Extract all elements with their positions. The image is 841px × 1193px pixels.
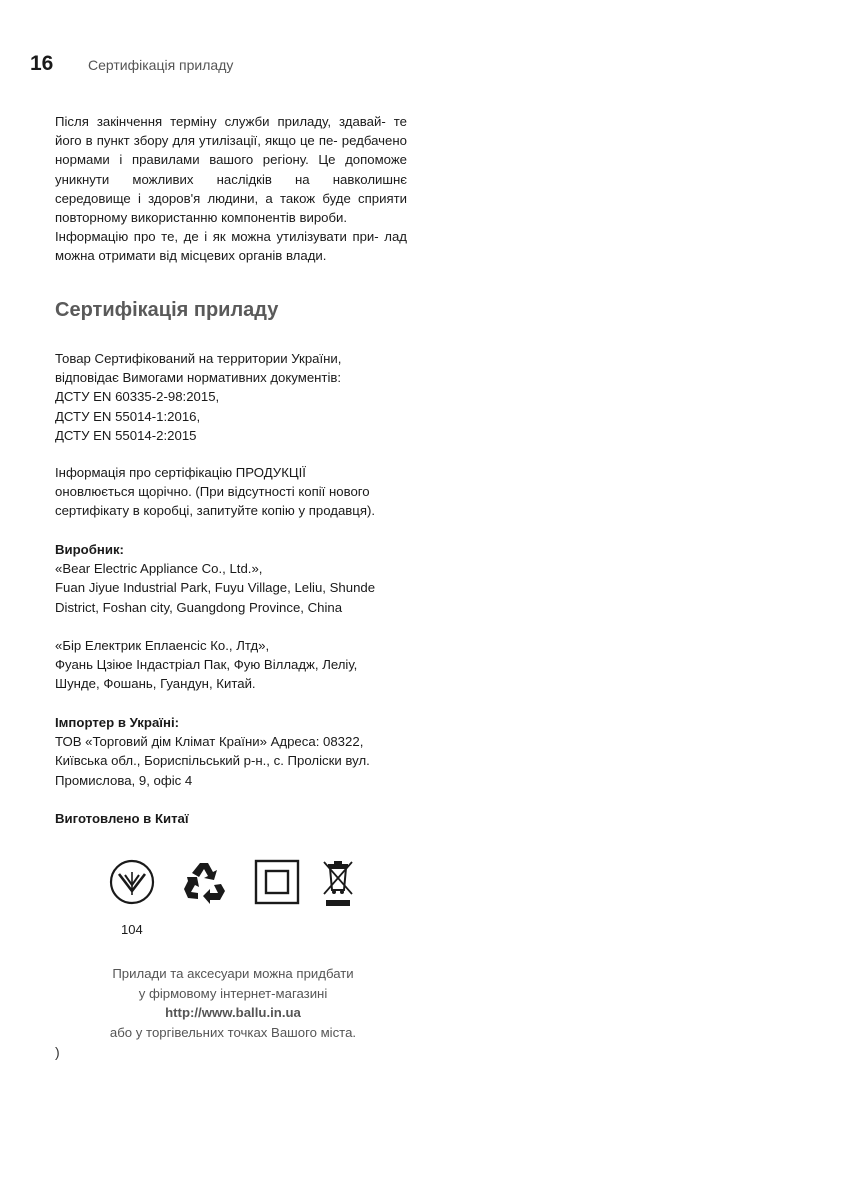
manufacturer-ua-line: Фуань Цзіюе Індастріал Пак, Фую Вілладж, Леліу, <box>55 657 358 673</box>
standard-line: ДСТУ EN 55014-2:2015 <box>55 427 197 443</box>
footer-line: у фірмовому інтернет-магазині <box>138 985 328 1001</box>
shop-url-link[interactable]: http://www.ballu.in.ua <box>165 1005 301 1021</box>
footer-line: або у торгівельних точках Вашого міста. <box>109 1024 357 1040</box>
section-heading: Сертифікація приладу <box>55 299 279 321</box>
footer-line: Прилади та аксесуари можна придбати <box>112 966 354 981</box>
ukrsepro-mark-icon <box>108 858 156 911</box>
disposal-paragraph: Після закінчення терміну служби приладу, здавай- те його в пункт збору для утилізації, якщо це пе- редбачено нормами і правилами вашого регіону. Це допоможе уникнути можливих наслідків на навколишнє середовище і здоров'я людини, а також буде сприяти повторному використанню компонентів вироби. <box>55 114 407 226</box>
page-number: 16 <box>30 52 54 75</box>
manufacturer-line: «Bear Electric Appliance Co., Ltd.», <box>55 561 263 577</box>
manufacturer-section <box>55 540 407 617</box>
importer-label: Імпортер в Україні: <box>55 715 180 730</box>
info-line: Інформація про сертіфікацію ПРОДУКЦІЇ <box>55 465 306 480</box>
footer-note <box>60 964 406 1042</box>
made-in-label: Виготовлено в Китаї <box>55 811 189 826</box>
certification-info <box>55 463 407 521</box>
importer-line: ТОВ «Торговий дім Клімат Країни» Адреса: 08322, <box>55 734 364 750</box>
manufacturer-ua-line: «Бір Електрик Еплаенсіс Ко., Лтд», <box>55 638 270 653</box>
stray-mark: ) <box>55 1044 60 1060</box>
importer-line: Промислова, 9, офіс 4 <box>55 772 193 788</box>
made-in-section <box>55 809 407 828</box>
cert-line: Товар Сертифікований на территории України, <box>55 351 342 366</box>
mark-code: 104 <box>121 922 143 937</box>
page-header <box>30 52 233 76</box>
crossed-bin-icon <box>320 858 356 915</box>
standard-line: ДСТУ EN 55014-1:2016, <box>55 408 201 424</box>
manufacturer-label: Виробник: <box>55 542 124 557</box>
running-title: Сертифікація приладу <box>88 57 234 73</box>
info-line: оновлюється щорічно. (При відсутності копії нового <box>55 484 370 500</box>
importer-line: Київська обл., Бориспільський р-н., с. Пролiски вул. <box>55 753 370 769</box>
manufacturer-ua <box>55 636 407 694</box>
info-line: сертифікату в коробці, запитуйте копію у продавця). <box>55 503 376 519</box>
importer-section <box>55 713 407 790</box>
cert-line: відповідає Вимогами нормативних документів: <box>55 370 342 386</box>
double-insulation-icon <box>253 858 301 911</box>
certification-text <box>55 349 407 445</box>
recycle-icon <box>180 858 228 911</box>
standard-line: ДСТУ EN 60335-2-98:2015, <box>55 389 220 405</box>
disposal-info-paragraph: Інформацію про те, де і як можна утилізувати при- лад можна отримати від місцевих органів влади. <box>55 229 407 264</box>
manufacturer-line: Fuan Jiyue Industrial Park, Fuyu Village, Leliu, Shunde <box>55 580 376 596</box>
manufacturer-ua-line: Шунде, Фошань, Гуандун, Китай. <box>55 676 256 692</box>
manufacturer-line: District, Foshan city, Guangdong Province, China <box>55 599 343 615</box>
certification-marks <box>108 858 358 918</box>
disposal-section <box>55 112 407 266</box>
